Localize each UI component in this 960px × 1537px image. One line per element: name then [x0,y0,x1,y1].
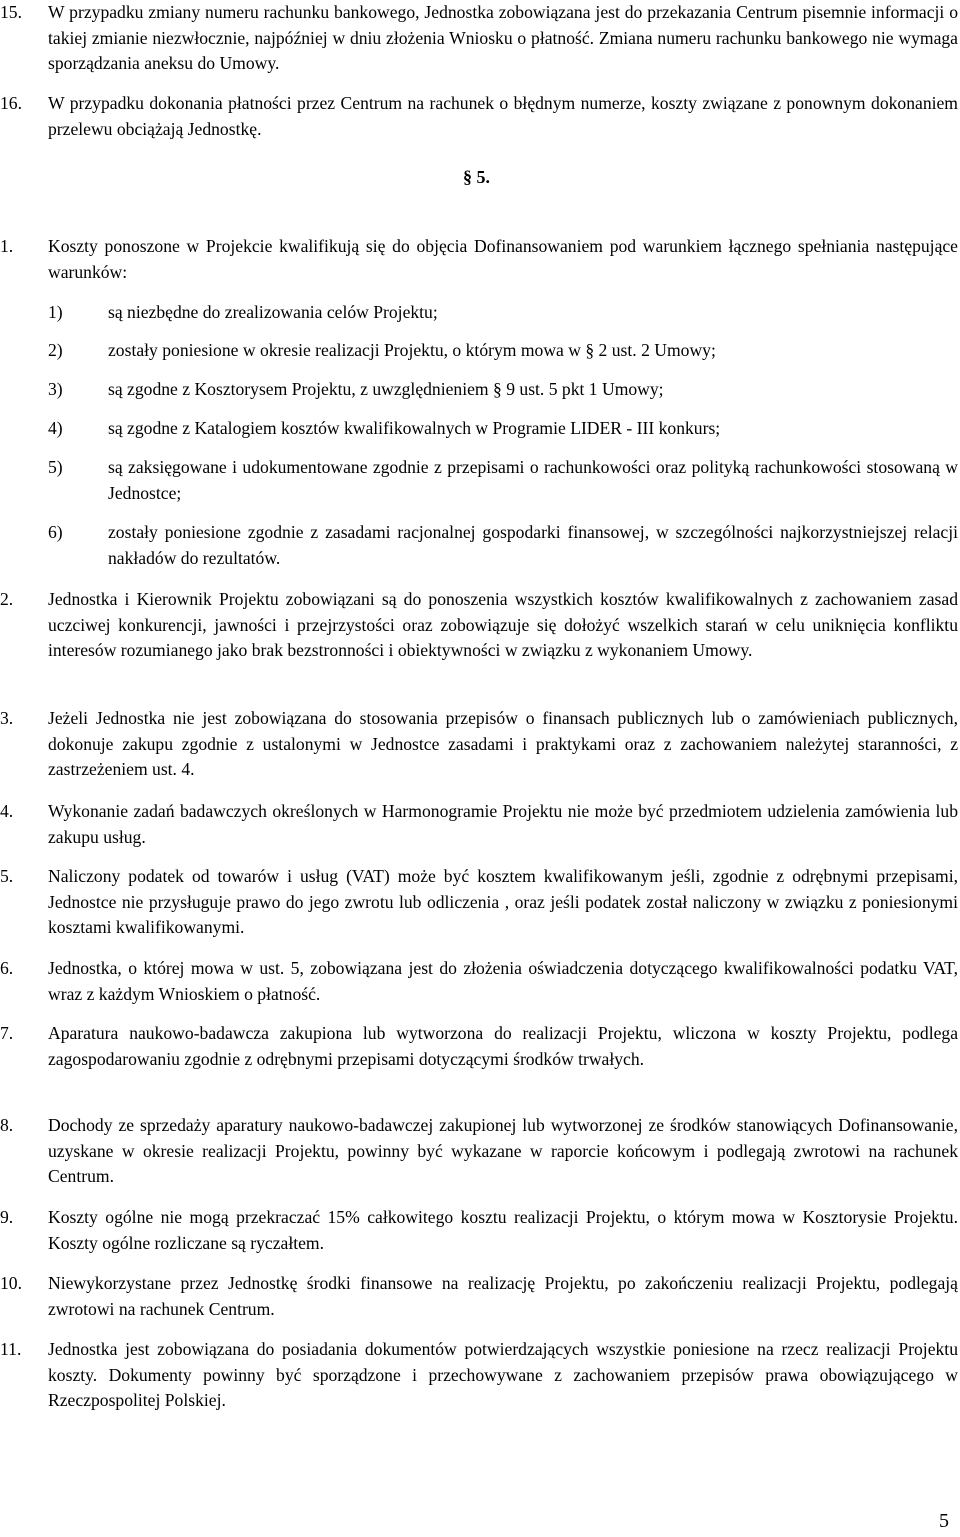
condition-item-1 [48,300,958,326]
condition-text: są niezbędne do zrealizowania celów Projektu; [108,302,438,322]
clause-2 [0,587,958,664]
clause-8 [0,1113,958,1190]
clause-text: Niewykorzystane przez Jednostkę środki finansowe na realizację Projektu, po zakończeniu realizacji Projektu, podlegają zwrotowi na rachunek Centrum. [48,1273,958,1319]
paragraph-number: 16. [0,93,22,113]
condition-item-6 [48,520,958,571]
clause-text: Jeżeli Jednostka nie jest zobowiązana do stosowania przepisów o finansach publicznych lub o zamówieniach publicznych, dokonuje zakupu zgodnie z ustalonymi w Jednostce zasadami i praktykami oraz z zachowaniem należytej staranności, z zastrzeżeniem ust. 4. [48,708,958,780]
clause-text: Aparatura naukowo-badawcza zakupiona lub wytworzona do realizacji Projektu, wliczona w koszty Projektu, podlega zagospodarowaniu zgodnie z odrębnymi przepisami dotyczącymi środków trwałych. [48,1023,958,1069]
condition-number: 5) [48,457,63,477]
condition-text: są zgodne z Katalogiem kosztów kwalifikowalnych w Programie LIDER - III konkurs; [108,418,721,438]
condition-item-5 [48,455,958,506]
clause-text: Dochody ze sprzedaży aparatury naukowo-badawczej zakupionej lub wytworzonej ze środków stanowiących Dofinansowanie, uzyskane w okresie realizacji Projektu, powinny być wykazane w raporcie końcowym i podlegają zwrotowi na rachunek Centrum. [48,1115,958,1187]
clause-9 [0,1205,958,1256]
clause-5 [0,864,958,941]
condition-number: 4) [48,418,63,438]
clause-number: 4. [0,801,14,821]
paragraph-number: 15. [0,2,22,22]
clause-3 [0,706,958,783]
clause-text: Jednostka jest zobowiązana do posiadania dokumentów potwierdzających wszystkie poniesione na rzecz realizacji Projektu koszty. Dokumenty powinny być sporządzone i przechowywane z zachowaniem przepisów prawa obowiązującego w Rzeczpospolitej Polskiej. [48,1339,958,1411]
clause-text: Naliczony podatek od towarów i usług (VAT) może być kosztem kwalifikowanym jeśli, zgodnie z odrębnymi przepisami, Jednostce nie przysługuje prawo do jego zwrotu lub odliczenia , oraz jeśli podatek został naliczony w związku z poniesionymi kosztami kwalifikowanymi. [48,866,958,938]
clause-text: Jednostka i Kierownik Projektu zobowiązani są do ponoszenia wszystkich kosztów kwalifikowalnych z zachowaniem zasad uczciwej konkurencji, jawności i przejrzystości oraz zobowiązuje się dołożyć wszelkich starań w celu uniknięcia konfliktu interesów rozumianego jako brak bezstronności i obiektywności w związku z wykonaniem Umowy. [48,589,958,661]
condition-text: są zgodne z Kosztorysem Projektu, z uwzględnieniem § 9 ust. 5 pkt 1 Umowy; [108,379,664,399]
clause-text: Jednostka, o której mowa w ust. 5, zobowiązana jest do złożenia oświadczenia dotyczącego kwalifikowalności podatku VAT, wraz z każdym Wnioskiem o płatność. [48,958,958,1004]
condition-number: 2) [48,340,63,360]
paragraph-text: W przypadku dokonania płatności przez Centrum na rachunek o błędnym numerze, koszty związane z ponownym dokonaniem przelewu obciążają Jednostkę. [48,93,958,139]
clause-1 [0,234,958,285]
clause-number: 7. [0,1023,14,1043]
condition-item-2 [48,338,958,364]
clause-4 [0,799,958,850]
clause-10 [0,1271,958,1322]
clause-number: 6. [0,958,14,978]
clause-number: 8. [0,1115,14,1135]
clause-text: Koszty ponoszone w Projekcie kwalifikują się do objęcia Dofinansowaniem pod warunkiem łącznego spełniania następujące warunków: [48,236,958,282]
clause-number: 5. [0,866,14,886]
paragraph-text: W przypadku zmiany numeru rachunku bankowego, Jednostka zobowiązana jest do przekazania Centrum pisemnie informacji o takiej zmianie niezwłocznie, najpóźniej w dniu złożenia Wniosku o płatność. Zmiana numeru rachunku bankowego nie wymaga sporządzania aneksu do Umowy. [48,2,958,74]
clause-number: 3. [0,708,14,728]
clause-number: 11. [0,1339,22,1359]
condition-item-3 [48,377,958,403]
clause-number: 10. [0,1273,22,1293]
condition-number: 6) [48,522,63,542]
clause-7 [0,1021,958,1072]
paragraph-15 [0,0,958,77]
clause-number: 9. [0,1207,14,1227]
condition-item-4 [48,416,958,442]
condition-text: są zaksięgowane i udokumentowane zgodnie z przepisami o rachunkowości oraz polityką rachunkowości stosowaną w Jednostce; [108,457,958,503]
clause-number: 1. [0,236,14,256]
condition-text: zostały poniesione zgodnie z zasadami racjonalnej gospodarki finansowej, w szczególności najkorzystniejszej relacji nakładów do rezultatów. [108,522,958,568]
condition-number: 1) [48,302,63,322]
clause-6 [0,956,958,1007]
clause-number: 2. [0,589,14,609]
page-number: 5 [939,1510,949,1532]
condition-text: zostały poniesione w okresie realizacji Projektu, o którym mowa w § 2 ust. 2 Umowy; [108,340,716,360]
paragraph-16 [0,91,958,142]
clause-11 [0,1337,958,1414]
clause-text: Koszty ogólne nie mogą przekraczać 15% całkowitego kosztu realizacji Projektu, o którym mowa w Kosztorysie Projektu. Koszty ogólne rozliczane są ryczałtem. [48,1207,958,1253]
section-title: § 5. [463,167,490,187]
condition-number: 3) [48,379,63,399]
clause-text: Wykonanie zadań badawczych określonych w Harmonogramie Projektu nie może być przedmiotem udzielenia zamówienia lub zakupu usług. [48,801,958,847]
